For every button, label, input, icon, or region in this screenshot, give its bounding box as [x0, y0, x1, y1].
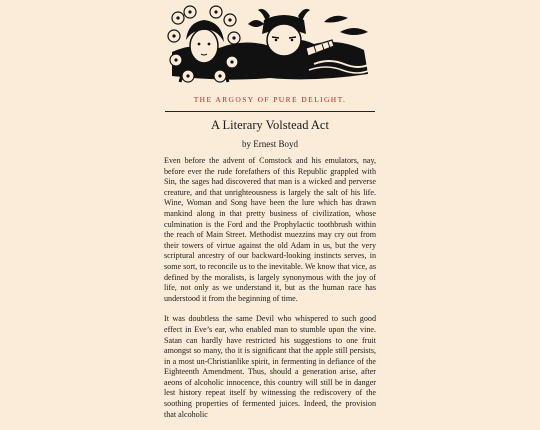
masthead-motto: THE ARGOSY OF PURE DELIGHT.	[193, 95, 347, 104]
nymph-and-satyr-headpiece-icon	[164, 4, 376, 86]
article-body	[164, 156, 376, 430]
body-paragraph: It was doubtless the same Devil who whispered to such good effect in Eve’s ear, who enabled man to stumble upon the vine. Satan can hardly have restricted his suggestions to one fruit amongst so many, tho it is significant that the apple still persists, in a most un-Christianlike spirit, in fermenting in defiance of the Eighteenth Amendment. Thus, should a generation arise, after aeons of alcoholic innocence, this country will still be in danger lest history repeat itself by witnessing the rediscovery of the soothing properties of fermented juices. Indeed, the provision that alcoholic	[164, 314, 376, 419]
divider-rule	[165, 111, 375, 112]
article-byline: by Ernest Boyd	[242, 139, 298, 149]
body-paragraph: Even before the advent of Comstock and his emulators, nay, before ever the rude forefathers of this Republic grappled with Sin, the sages had discovered that man is a wicked and perverse creature, and that unrighteousness is largely the salt of his life. Wine, Woman and Song have been the lure which has drawn mankind along in that pretty business of civilization, whose culmination is the Ford and the Prophylactic toothbrush within the reach of Main Street. Methodist muezzins may cry out from their towers of virtue against the old Adam in us, but the very scriptural ancestry of our backward-looking instincts serves, in some sort, to reconcile us to the inevitable. We know that vice, as defined by the moralists, is largely synonymous with the joy of life, not only as we understand it, but as the human race has understood it from the beginning of time.	[164, 156, 376, 303]
article-title: A Literary Volstead Act	[211, 118, 329, 132]
